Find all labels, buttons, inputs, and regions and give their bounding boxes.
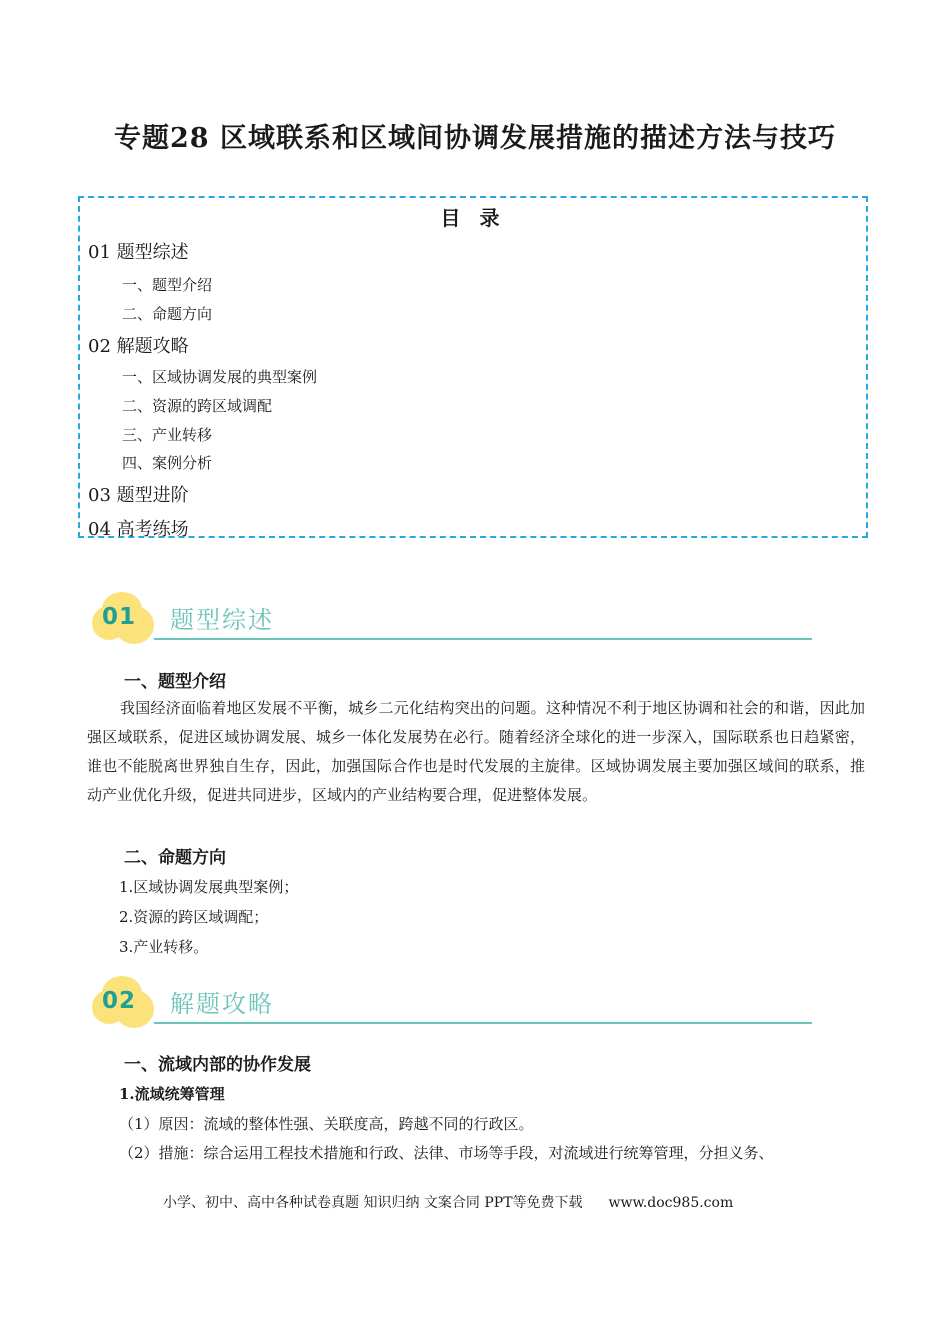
section-divider [154,638,812,640]
toc-item-typical-cases[interactable]: 一、区域协调发展的典型案例 [122,368,318,386]
section-header-02 [92,972,812,1032]
intro-paragraph: 我国经济面临着地区发展不平衡，城乡二元化结构突出的问题。这种情况不利于地区协调和社会的和谐，因此加强区域联系，促进区域协调发展、城乡一体化发展势在必行。随着经济全球化的进一步深入，国际联系也日趋紧密，谁也不能脱离世界独自生存，因此，加强国际合作也是时代发展的主旋律。区域协调发展主要加强区域间的联系，推动产业优化升级，促进共同进步，区域内的产业结构要合理，促进整体发展。 [87,699,865,804]
section-header-01 [92,588,812,648]
section-label: 解题攻略 [170,990,274,1018]
toc-item-03[interactable]: 03 题型进阶 [88,485,189,506]
direction-item: 1.区域协调发展典型案例； [119,878,299,896]
section-label: 题型综述 [170,606,274,634]
page-title: 专题28 区域联系和区域间协调发展措施的描述方法与技巧 [114,123,836,154]
reason-line: （1）原因：流域的整体性强、关联度高，跨越不同的行政区。 [119,1115,534,1133]
toc-item-04[interactable]: 04 高考练场 [88,519,189,540]
toc-item-01[interactable]: 01 题型综述 [88,242,189,263]
footer-url[interactable]: www.doc985.com [608,1195,734,1211]
toc-item-case-analysis[interactable]: 四、案例分析 [122,454,213,472]
footer-text: 小学、初中、高中各种试卷真题 知识归纳 文案合同 PPT等免费下载 [163,1195,583,1211]
subheading-direction: 二、命题方向 [124,848,226,868]
toc-item-resources[interactable]: 二、资源的跨区域调配 [122,397,273,415]
direction-item: 2.资源的跨区域调配； [119,908,269,926]
toc-item-industry-transfer[interactable]: 三、产业转移 [122,426,213,444]
toc-item-direction[interactable]: 二、命题方向 [122,305,213,323]
subheading-watershed-management: 1.流域统筹管理 [119,1085,225,1103]
direction-item: 3.产业转移。 [119,938,209,956]
table-of-contents [78,196,868,538]
toc-item-type-intro[interactable]: 一、题型介绍 [122,276,213,294]
section-divider [154,1022,812,1024]
page-footer [163,1192,733,1212]
toc-heading: 目 录 [440,206,506,230]
subheading-type-intro: 一、题型介绍 [124,672,226,692]
section-number: 02 [102,988,137,1014]
section-number: 01 [102,604,137,630]
subheading-watershed: 一、流域内部的协作发展 [124,1055,311,1075]
toc-item-02[interactable]: 02 解题攻略 [88,336,189,357]
measures-line: （2）措施：综合运用工程技术措施和行政、法律、市场等手段，对流域进行统筹管理，分担义务、 [119,1144,774,1162]
